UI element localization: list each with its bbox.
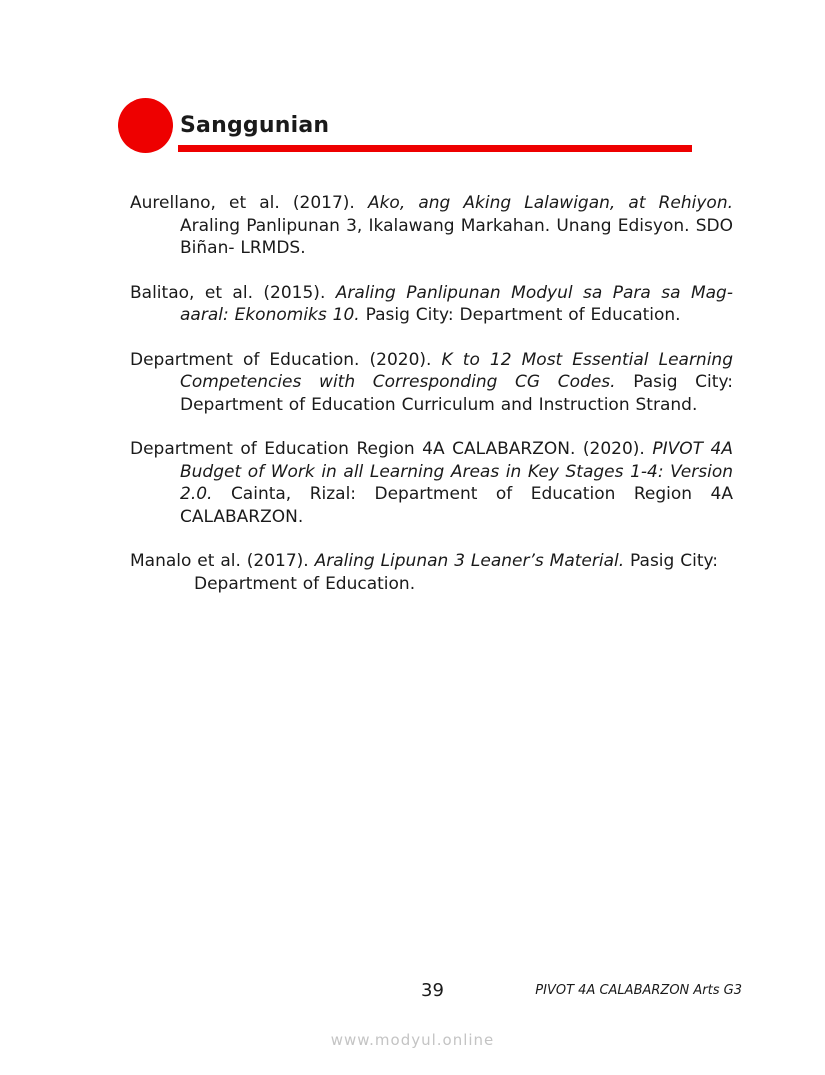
reference-details: Cainta, Rizal: Department of Education Region 4A CALABARZON. (180, 484, 733, 527)
reference-authors: Balitao, et al. (2015). (130, 282, 336, 303)
reference-details: Pasig City: Department of Education Curriculum and Instruction Strand. (180, 372, 733, 415)
reference-title: Araling Panlipunan Modyul sa Para sa Mag-aaral: Ekonomiks 10. (180, 282, 733, 325)
reference-details: Araling Panlipunan 3, Ikalawang Markahan. Unang Edisyon. SDO Biñan- LRMDS. (180, 215, 733, 258)
reference-entry (130, 438, 733, 528)
reference-authors: Aurellano, et al. (2017). (130, 193, 368, 213)
reference-title: Ako, ang Aking Lalawigan, at Rehiyon. (367, 193, 734, 213)
watermark-text: www.modyul.online (330, 1031, 495, 1049)
reference-entry (130, 282, 733, 327)
reference-authors: Department of Education. (2020). (130, 349, 442, 370)
heading-underline (178, 145, 692, 152)
reference-authors: Manalo et al. (2017). (130, 551, 315, 571)
reference-title: K to 12 Most Essential Learning Competencies with Corresponding CG Codes. (180, 349, 733, 392)
reference-title: PIVOT 4A Budget of Work in all Learning Areas in Key Stages 1-4: Version 2.0. (180, 439, 733, 504)
reference-authors: Department of Education Region 4A CALABARZON. (2020). (130, 439, 653, 459)
page-number: 39 (421, 980, 444, 1001)
reference-entry (130, 349, 733, 417)
section-heading: Sanggunian (180, 113, 330, 138)
red-circle-bullet (118, 98, 173, 153)
reference-list (130, 192, 733, 617)
reference-entry (130, 192, 733, 260)
reference-details: Pasig City: Department of Education. (194, 551, 719, 594)
reference-entry (130, 550, 733, 595)
reference-details: Pasig City: Department of Education. (359, 305, 681, 325)
footer-title: PIVOT 4A CALABARZON Arts G3 (535, 983, 742, 998)
reference-title: Araling Lipunan 3 Leaner’s Material. (314, 551, 625, 571)
